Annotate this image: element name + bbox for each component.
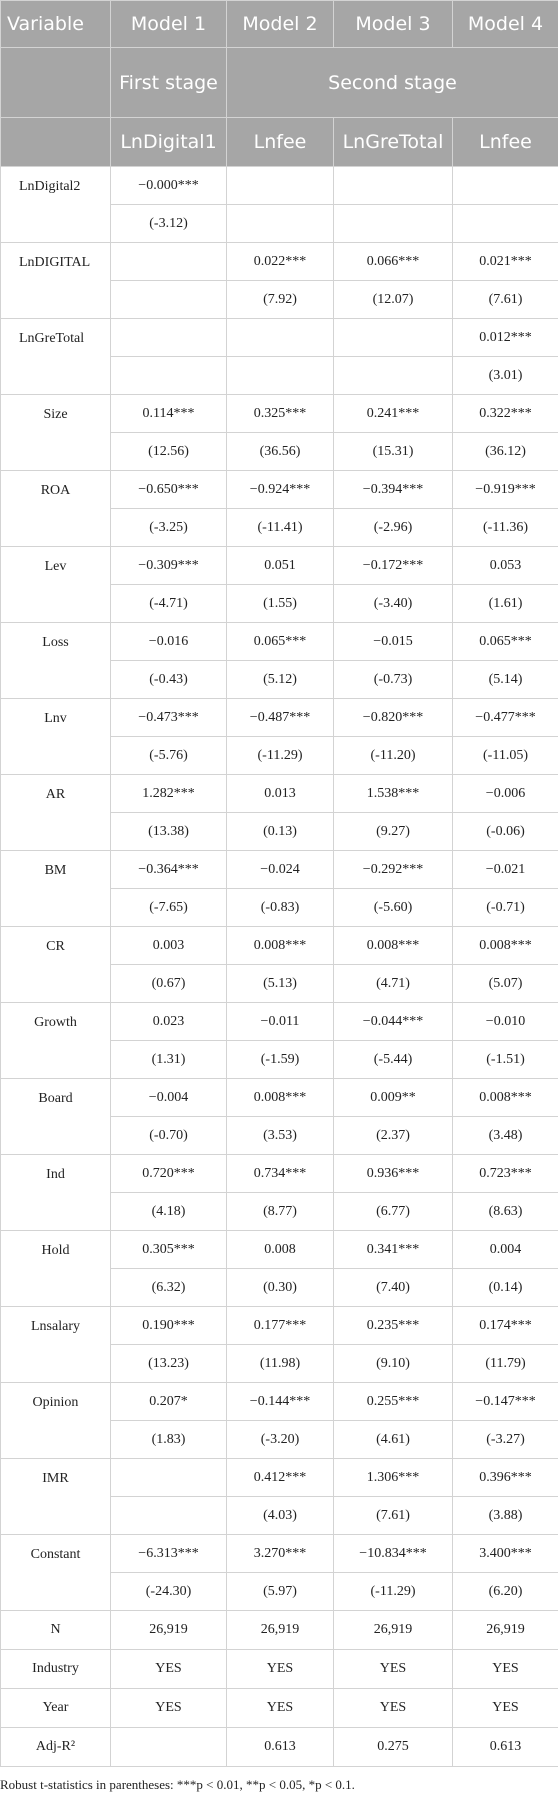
summary-value-cell: 26,919 (334, 1611, 453, 1650)
second-stage-header: Second stage (227, 48, 558, 118)
t-stat-cell: (36.56) (227, 433, 334, 471)
coefficient-cell: 0.008*** (453, 1079, 558, 1117)
t-stat-cell: (-1.59) (227, 1041, 334, 1079)
coefficient-cell (111, 319, 227, 357)
coefficient-cell: 0.174*** (453, 1307, 558, 1345)
coefficient-cell: 0.936*** (334, 1155, 453, 1193)
t-stat-cell: (4.71) (334, 965, 453, 1003)
t-stat-cell: (6.77) (334, 1193, 453, 1231)
variable-name-cell: Board (1, 1079, 111, 1155)
variable-name-cell: Opinion (1, 1383, 111, 1459)
summary-row (1, 1611, 558, 1650)
table-header (1, 1, 558, 167)
t-stat-cell: (5.12) (227, 661, 334, 699)
coefficient-cell: 0.008*** (227, 927, 334, 965)
t-stat-cell: (-0.06) (453, 813, 558, 851)
stage-spacer (1, 48, 111, 118)
model-2-header: Model 2 (227, 1, 334, 48)
coefficient-cell: 0.008*** (227, 1079, 334, 1117)
t-stat-cell: (-0.70) (111, 1117, 227, 1155)
summary-value-cell: YES (334, 1689, 453, 1728)
table-row (1, 1079, 558, 1117)
coefficient-cell: −0.021 (453, 851, 558, 889)
table-row (1, 1383, 558, 1421)
coefficient-cell: −0.477*** (453, 699, 558, 737)
table-row (1, 547, 558, 585)
coefficient-cell (227, 319, 334, 357)
coefficient-cell: 0.207* (111, 1383, 227, 1421)
coefficient-cell: 0.066*** (334, 243, 453, 281)
coefficient-cell: 0.322*** (453, 395, 558, 433)
t-stat-cell: (-11.29) (227, 737, 334, 775)
t-stat-cell: (3.48) (453, 1117, 558, 1155)
coefficient-cell: 0.021*** (453, 243, 558, 281)
coefficient-cell: 0.720*** (111, 1155, 227, 1193)
variable-name-cell: Lnsalary (1, 1307, 111, 1383)
t-stat-cell: (-5.60) (334, 889, 453, 927)
coefficient-cell: −0.309*** (111, 547, 227, 585)
t-stat-cell: (5.97) (227, 1573, 334, 1611)
t-stat-cell: (-0.83) (227, 889, 334, 927)
t-stat-cell: (-0.73) (334, 661, 453, 699)
t-stat-cell: (1.31) (111, 1041, 227, 1079)
coefficient-cell: −0.015 (334, 623, 453, 661)
variable-name-cell: LnGreTotal (1, 319, 111, 395)
coefficient-cell: 0.004 (453, 1231, 558, 1269)
t-stat-cell: (-5.76) (111, 737, 227, 775)
t-stat-cell: (1.55) (227, 585, 334, 623)
t-stat-cell: (-11.20) (334, 737, 453, 775)
t-stat-cell: (12.56) (111, 433, 227, 471)
t-stat-cell: (-3.40) (334, 585, 453, 623)
coefficient-cell: 0.008 (227, 1231, 334, 1269)
t-stat-cell: (-11.36) (453, 509, 558, 547)
coefficient-cell: 0.022*** (227, 243, 334, 281)
coefficient-cell (111, 243, 227, 281)
model-4-header: Model 4 (453, 1, 558, 48)
coefficient-cell: −6.313*** (111, 1535, 227, 1573)
t-stat-cell: (11.98) (227, 1345, 334, 1383)
t-stat-cell: (7.61) (453, 281, 558, 319)
t-stat-cell: (3.01) (453, 357, 558, 395)
t-stat-cell: (-0.43) (111, 661, 227, 699)
coefficient-cell: −0.364*** (111, 851, 227, 889)
summary-row (1, 1689, 558, 1728)
summary-value-cell: 26,919 (453, 1611, 558, 1650)
coefficient-cell: −0.010 (453, 1003, 558, 1041)
t-stat-cell (111, 357, 227, 395)
coefficient-cell: 0.008*** (453, 927, 558, 965)
t-stat-cell: (-24.30) (111, 1573, 227, 1611)
t-stat-cell (227, 205, 334, 243)
t-stat-cell: (-3.20) (227, 1421, 334, 1459)
variable-column-header: Variable (1, 1, 111, 48)
coefficient-cell: −0.004 (111, 1079, 227, 1117)
variable-name-cell: Lnv (1, 699, 111, 775)
coefficient-cell: −0.394*** (334, 471, 453, 509)
coefficient-cell: 0.065*** (453, 623, 558, 661)
t-stat-cell (334, 357, 453, 395)
table-row (1, 395, 558, 433)
variable-name-cell: BM (1, 851, 111, 927)
coefficient-cell (111, 1459, 227, 1497)
depvar-model-3: LnGreTotal (334, 118, 453, 167)
first-stage-header: First stage (111, 48, 227, 118)
coefficient-cell: −0.016 (111, 623, 227, 661)
table-row (1, 167, 558, 205)
summary-label-cell: Year (1, 1689, 111, 1728)
coefficient-cell: 1.282*** (111, 775, 227, 813)
coefficient-cell: 0.325*** (227, 395, 334, 433)
table-footnote: Robust t-statistics in parentheses: ***p < 0.01, **p < 0.05, *p < 0.1. (0, 1777, 355, 1792)
coefficient-cell: 0.734*** (227, 1155, 334, 1193)
variable-name-cell: LnDIGITAL (1, 243, 111, 319)
t-stat-cell: (-5.44) (334, 1041, 453, 1079)
variable-name-cell: CR (1, 927, 111, 1003)
t-stat-cell: (-1.51) (453, 1041, 558, 1079)
t-stat-cell: (4.61) (334, 1421, 453, 1459)
coefficient-cell: −0.919*** (453, 471, 558, 509)
summary-value-cell: YES (227, 1650, 334, 1689)
coefficient-cell: 0.255*** (334, 1383, 453, 1421)
table-row (1, 699, 558, 737)
coefficient-cell: 0.341*** (334, 1231, 453, 1269)
t-stat-cell: (12.07) (334, 281, 453, 319)
t-stat-cell: (1.61) (453, 585, 558, 623)
coefficient-cell: 0.190*** (111, 1307, 227, 1345)
t-stat-cell: (15.31) (334, 433, 453, 471)
summary-value-cell: YES (111, 1689, 227, 1728)
t-stat-cell: (9.10) (334, 1345, 453, 1383)
t-stat-cell (227, 357, 334, 395)
coefficient-cell: 0.008*** (334, 927, 453, 965)
t-stat-cell: (-11.29) (334, 1573, 453, 1611)
coefficient-cell: −0.924*** (227, 471, 334, 509)
coefficient-cell: 0.012*** (453, 319, 558, 357)
t-stat-cell: (3.88) (453, 1497, 558, 1535)
t-stat-cell: (-2.96) (334, 509, 453, 547)
t-stat-cell: (0.67) (111, 965, 227, 1003)
t-stat-cell: (-11.05) (453, 737, 558, 775)
table-row (1, 927, 558, 965)
table-row (1, 1231, 558, 1269)
t-stat-cell: (6.20) (453, 1573, 558, 1611)
summary-value-cell: 0.613 (453, 1728, 558, 1767)
t-stat-cell: (2.37) (334, 1117, 453, 1155)
variable-name-cell: Hold (1, 1231, 111, 1307)
coefficient-cell: 0.023 (111, 1003, 227, 1041)
coefficient-cell (453, 167, 558, 205)
coefficient-cell: −0.011 (227, 1003, 334, 1041)
coefficient-cell: 0.412*** (227, 1459, 334, 1497)
t-stat-cell: (5.13) (227, 965, 334, 1003)
coefficient-cell (334, 167, 453, 205)
depvar-model-1: LnDigital1 (111, 118, 227, 167)
t-stat-cell: (6.32) (111, 1269, 227, 1307)
summary-value-cell: 26,919 (227, 1611, 334, 1650)
variable-name-cell: Loss (1, 623, 111, 699)
coefficient-cell: 0.051 (227, 547, 334, 585)
coefficient-cell: −0.024 (227, 851, 334, 889)
t-stat-cell: (36.12) (453, 433, 558, 471)
coefficient-cell: 0.241*** (334, 395, 453, 433)
coefficient-cell: −0.044*** (334, 1003, 453, 1041)
t-stat-cell: (11.79) (453, 1345, 558, 1383)
variable-name-cell: Size (1, 395, 111, 471)
t-stat-cell (334, 205, 453, 243)
t-stat-cell: (4.18) (111, 1193, 227, 1231)
coefficient-cell: 0.013 (227, 775, 334, 813)
coefficient-cell: −0.473*** (111, 699, 227, 737)
table-row (1, 775, 558, 813)
t-stat-cell (453, 205, 558, 243)
t-stat-cell (111, 281, 227, 319)
summary-row (1, 1728, 558, 1767)
depvar-spacer (1, 118, 111, 167)
summary-value-cell: 26,919 (111, 1611, 227, 1650)
table-row (1, 1307, 558, 1345)
t-stat-cell: (4.03) (227, 1497, 334, 1535)
t-stat-cell: (8.63) (453, 1193, 558, 1231)
t-stat-cell: (7.61) (334, 1497, 453, 1535)
summary-row (1, 1650, 558, 1689)
coefficient-cell: 0.009** (334, 1079, 453, 1117)
table-body (1, 167, 558, 1767)
table-row (1, 1459, 558, 1497)
variable-name-cell: Constant (1, 1535, 111, 1611)
coefficient-cell: 0.003 (111, 927, 227, 965)
t-stat-cell (111, 1497, 227, 1535)
t-stat-cell: (0.14) (453, 1269, 558, 1307)
summary-value-cell: YES (227, 1689, 334, 1728)
summary-value-cell: YES (453, 1650, 558, 1689)
model-3-header: Model 3 (334, 1, 453, 48)
variable-name-cell: LnDigital2 (1, 167, 111, 243)
coefficient-cell: −0.172*** (334, 547, 453, 585)
variable-name-cell: Growth (1, 1003, 111, 1079)
t-stat-cell: (0.13) (227, 813, 334, 851)
coefficient-cell: −0.000*** (111, 167, 227, 205)
variable-name-cell: Lev (1, 547, 111, 623)
t-stat-cell: (-3.12) (111, 205, 227, 243)
coefficient-cell: 1.306*** (334, 1459, 453, 1497)
table-row (1, 243, 558, 281)
summary-value-cell: 0.613 (227, 1728, 334, 1767)
t-stat-cell: (13.38) (111, 813, 227, 851)
t-stat-cell: (-0.71) (453, 889, 558, 927)
coefficient-cell: −0.650*** (111, 471, 227, 509)
t-stat-cell: (-3.25) (111, 509, 227, 547)
coefficient-cell: −0.147*** (453, 1383, 558, 1421)
coefficient-cell: 0.396*** (453, 1459, 558, 1497)
summary-value-cell (111, 1728, 227, 1767)
coefficient-cell: 3.400*** (453, 1535, 558, 1573)
coefficient-cell: 0.114*** (111, 395, 227, 433)
table-row (1, 1003, 558, 1041)
coefficient-cell: −0.820*** (334, 699, 453, 737)
variable-name-cell: IMR (1, 1459, 111, 1535)
variable-name-cell: Ind (1, 1155, 111, 1231)
table-row (1, 623, 558, 661)
coefficient-cell (334, 319, 453, 357)
coefficient-cell: 1.538*** (334, 775, 453, 813)
t-stat-cell: (5.14) (453, 661, 558, 699)
coefficient-cell: 0.723*** (453, 1155, 558, 1193)
coefficient-cell: 3.270*** (227, 1535, 334, 1573)
depvar-model-4: Lnfee (453, 118, 558, 167)
depvar-model-2: Lnfee (227, 118, 334, 167)
table-row (1, 851, 558, 889)
t-stat-cell: (-7.65) (111, 889, 227, 927)
summary-value-cell: YES (334, 1650, 453, 1689)
variable-name-cell: ROA (1, 471, 111, 547)
t-stat-cell: (3.53) (227, 1117, 334, 1155)
summary-label-cell: Industry (1, 1650, 111, 1689)
t-stat-cell: (-11.41) (227, 509, 334, 547)
t-stat-cell: (5.07) (453, 965, 558, 1003)
coefficient-cell (227, 167, 334, 205)
coefficient-cell: −0.006 (453, 775, 558, 813)
table-row (1, 1155, 558, 1193)
coefficient-cell: 0.053 (453, 547, 558, 585)
coefficient-cell: −0.144*** (227, 1383, 334, 1421)
table-row (1, 319, 558, 357)
t-stat-cell: (1.83) (111, 1421, 227, 1459)
summary-value-cell: YES (111, 1650, 227, 1689)
t-stat-cell: (13.23) (111, 1345, 227, 1383)
t-stat-cell: (9.27) (334, 813, 453, 851)
t-stat-cell: (0.30) (227, 1269, 334, 1307)
summary-value-cell: YES (453, 1689, 558, 1728)
coefficient-cell: −10.834*** (334, 1535, 453, 1573)
coefficient-cell: −0.292*** (334, 851, 453, 889)
coefficient-cell: −0.487*** (227, 699, 334, 737)
t-stat-cell: (8.77) (227, 1193, 334, 1231)
coefficient-cell: 0.305*** (111, 1231, 227, 1269)
coefficient-cell: 0.177*** (227, 1307, 334, 1345)
coefficient-cell: 0.235*** (334, 1307, 453, 1345)
summary-label-cell: Adj-R² (1, 1728, 111, 1767)
t-stat-cell: (7.92) (227, 281, 334, 319)
summary-label-cell: N (1, 1611, 111, 1650)
coefficient-cell: 0.065*** (227, 623, 334, 661)
table-row (1, 1535, 558, 1573)
table-row (1, 471, 558, 509)
variable-name-cell: AR (1, 775, 111, 851)
t-stat-cell: (-4.71) (111, 585, 227, 623)
summary-value-cell: 0.275 (334, 1728, 453, 1767)
t-stat-cell: (-3.27) (453, 1421, 558, 1459)
model-1-header: Model 1 (111, 1, 227, 48)
t-stat-cell: (7.40) (334, 1269, 453, 1307)
